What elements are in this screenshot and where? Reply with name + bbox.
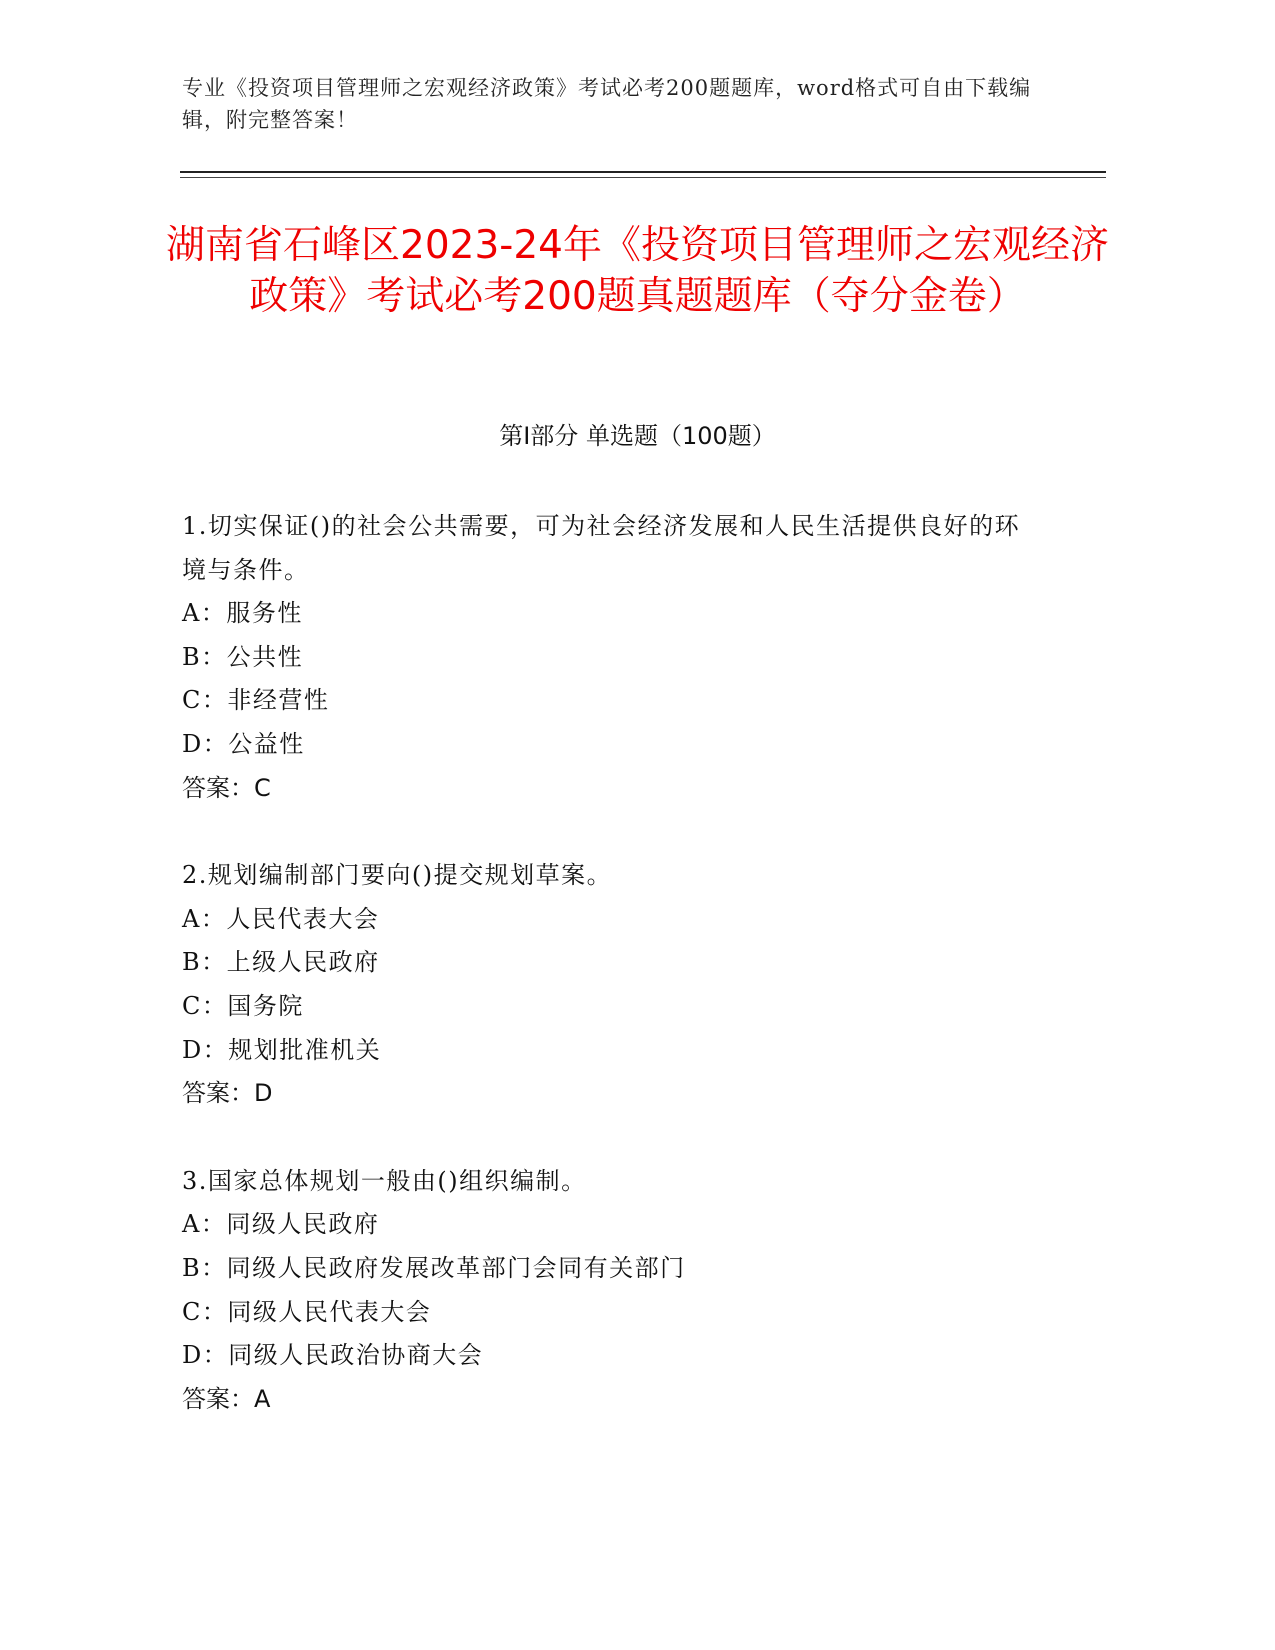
option-b: B：同级人民政府发展改革部门会同有关部门 [182,1253,686,1282]
question-list [182,505,1082,1465]
question-2 [182,854,1082,1116]
option-c: C：非经营性 [182,686,330,715]
option-a: A：人民代表大会 [182,904,380,933]
option-c: C：国务院 [182,991,304,1020]
header-divider-thick [180,171,1106,173]
question-1 [182,505,1082,810]
option-d: D：同级人民政治协商大会 [182,1341,484,1370]
page-title: 湖南省石峰区2023-24年《投资项目管理师之宏观经济政策》考试必考200题真题题库（夺分金卷） [166,223,1109,319]
option-a: A：服务性 [182,599,303,628]
option-b: B：上级人民政府 [182,948,380,977]
question-text: 1.切实保证()的社会公共需要，可为社会经济发展和人民生活提供良好的环境与条件。 [182,512,1021,584]
section-heading: 第Ⅰ部分 单选题（100题） [499,422,776,450]
header-divider-thin [180,177,1106,178]
question-text: 2.规划编制部门要向()提交规划草案。 [182,861,613,890]
answer-line: 答案：A [182,1384,271,1413]
question-text: 3.国家总体规划一般由()组织编制。 [182,1166,587,1195]
option-c: C：同级人民代表大会 [182,1297,432,1326]
question-3 [182,1160,1082,1422]
option-b: B：公共性 [182,642,304,671]
intro-text: 专业《投资项目管理师之宏观经济政策》考试必考200题题库，word格式可自由下载编辑，附完整答案！ [182,76,1032,132]
answer-line: 答案：C [182,773,271,802]
answer-line: 答案：D [182,1079,273,1108]
option-a: A：同级人民政府 [182,1210,380,1239]
option-d: D：公益性 [182,729,305,758]
option-d: D：规划批准机关 [182,1035,382,1064]
